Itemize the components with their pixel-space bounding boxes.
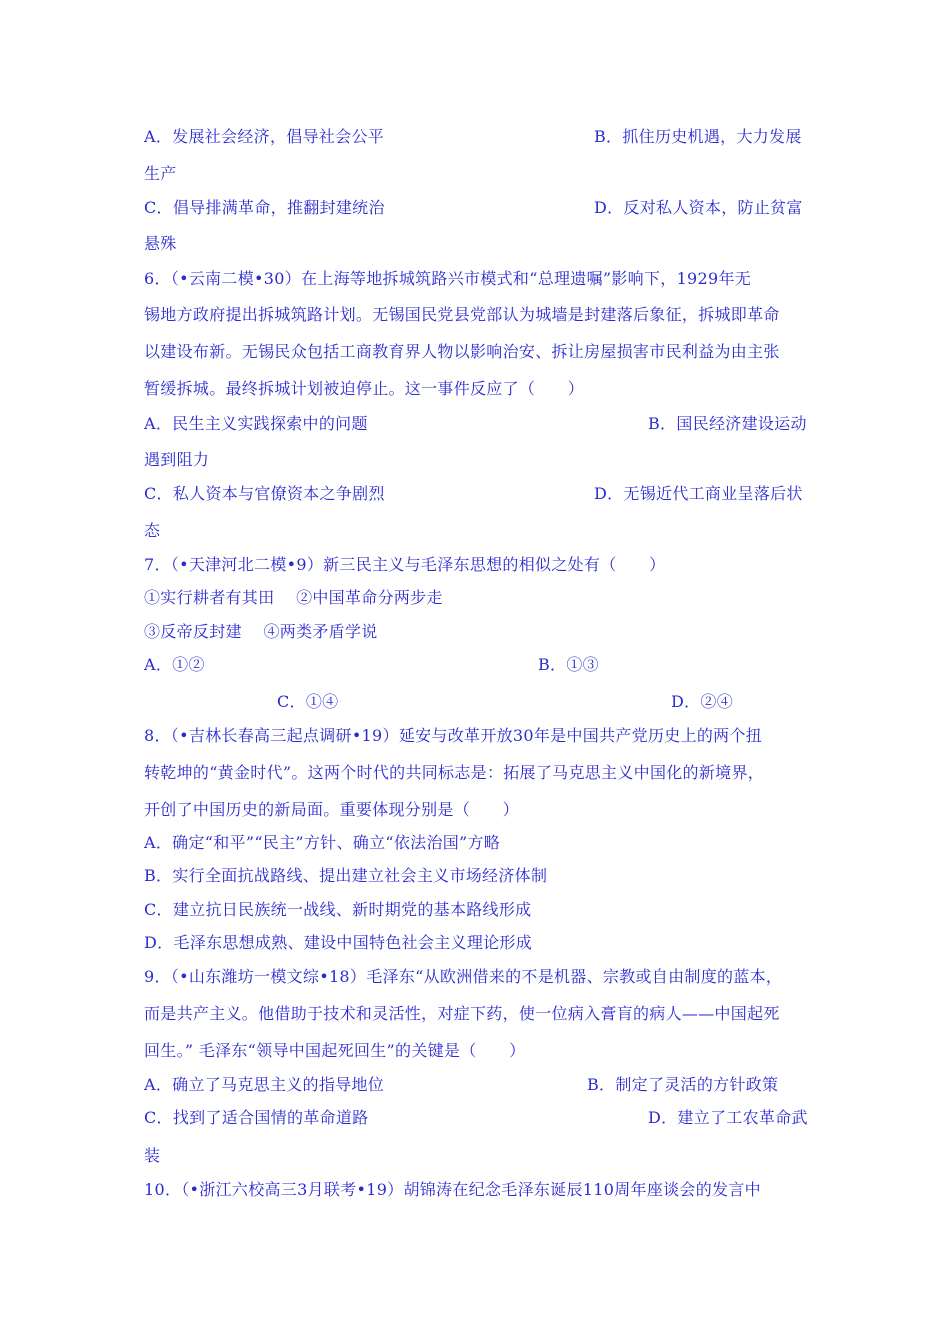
q8-option-d: D．毛泽东思想成熟、建设中国特色社会主义理论形成 [144, 933, 533, 952]
q8-stem-line: 转乾坤的“黄金时代”。这两个时代的共同标志是：拓展了马克思主义中国化的新境界， [144, 763, 765, 782]
q5-option-d-continued: 悬殊 [144, 234, 177, 253]
q5-option-a: A．发展社会经济，倡导社会公平 [144, 127, 385, 146]
q8-stem-line: 开创了中国历史的新局面。重要体现分别是（ ） [144, 800, 519, 819]
q10-stem: 10．（•浙江六校高三3月联考•19）胡锦涛在纪念毛泽东诞辰110周年座谈会的发言中 [144, 1180, 761, 1199]
q9-option-c: C．找到了适合国情的革命道路 [144, 1108, 369, 1127]
q6-option-b-continued: 遇到阻力 [144, 450, 210, 469]
q8-stem-line: 8．（•吉林长春高三起点调研•19）延安与改革开放30年是中国共产党历史上的两个扭 [144, 726, 763, 745]
q9-option-d-continued: 装 [144, 1146, 161, 1165]
q9-option-b: B．制定了灵活的方针政策 [587, 1075, 779, 1094]
q7-option-b: B．①③ [538, 655, 599, 674]
q7-stem: 7．（•天津河北二模•9）新三民主义与毛泽东思想的相似之处有（ ） [144, 555, 666, 574]
q7-option-c: C．①④ [277, 692, 339, 711]
q7-option-d: D．②④ [671, 692, 734, 711]
q6-option-c: C．私人资本与官僚资本之争剧烈 [144, 484, 385, 503]
q5-option-b: B．抓住历史机遇，大力发展 [594, 127, 802, 146]
q7-option-a: A．①② [144, 655, 205, 674]
q8-option-b: B．实行全面抗战路线、提出建立社会主义市场经济体制 [144, 866, 548, 885]
q6-stem-line: 6．（•云南二模•30）在上海等地拆城筑路兴市模式和“总理遗嘱”影响下，1929年无 [144, 269, 752, 288]
q6-option-b: B．国民经济建设运动 [648, 414, 807, 433]
q9-stem-line: 9．（•山东潍坊一模文综•18）毛泽东“从欧洲借来的不是机器、宗教或自由制度的蓝本， [144, 967, 783, 986]
q9-stem-line: 回生。” 毛泽东“领导中国起死回生”的关键是（ ） [144, 1041, 526, 1060]
q9-option-d: D．建立了工农革命武 [648, 1108, 808, 1127]
q9-stem-line: 而是共产主义。他借助于技术和灵活性，对症下药，使一位病入膏肓的病人——中国起死 [144, 1004, 780, 1023]
q5-option-d: D．反对私人资本，防止贫富 [594, 198, 803, 217]
q6-option-d: D．无锡近代工商业呈落后状 [594, 484, 803, 503]
q5-option-c: C．倡导排满革命，推翻封建统治 [144, 198, 385, 217]
q9-option-a: A．确立了马克思主义的指导地位 [144, 1075, 385, 1094]
q8-option-c: C．建立抗日民族统一战线、新时期党的基本路线形成 [144, 900, 532, 919]
q8-option-a: A．确定“和平”“民主”方针、确立“依法治国”方略 [144, 833, 501, 852]
q6-stem-line: 以建设布新。无锡民众包括工商教育界人物以影响治安、拆让房屋损害市民利益为由主张 [144, 342, 780, 361]
q6-option-a: A．民生主义实践探索中的问题 [144, 414, 368, 433]
q6-option-d-continued: 态 [144, 521, 161, 540]
q5-option-b-continued: 生产 [144, 164, 177, 183]
q7-items-line: ③反帝反封建 ④两类矛盾学说 [144, 622, 378, 641]
q6-stem-line: 锡地方政府提出拆城筑路计划。无锡国民党县党部认为城墙是封建落后象征，拆城即革命 [144, 305, 780, 324]
q7-items-line: ①实行耕者有其田 ②中国革命分两步走 [144, 588, 443, 607]
q6-stem-line: 暂缓拆城。最终拆城计划被迫停止。这一事件反应了（ ） [144, 379, 585, 398]
